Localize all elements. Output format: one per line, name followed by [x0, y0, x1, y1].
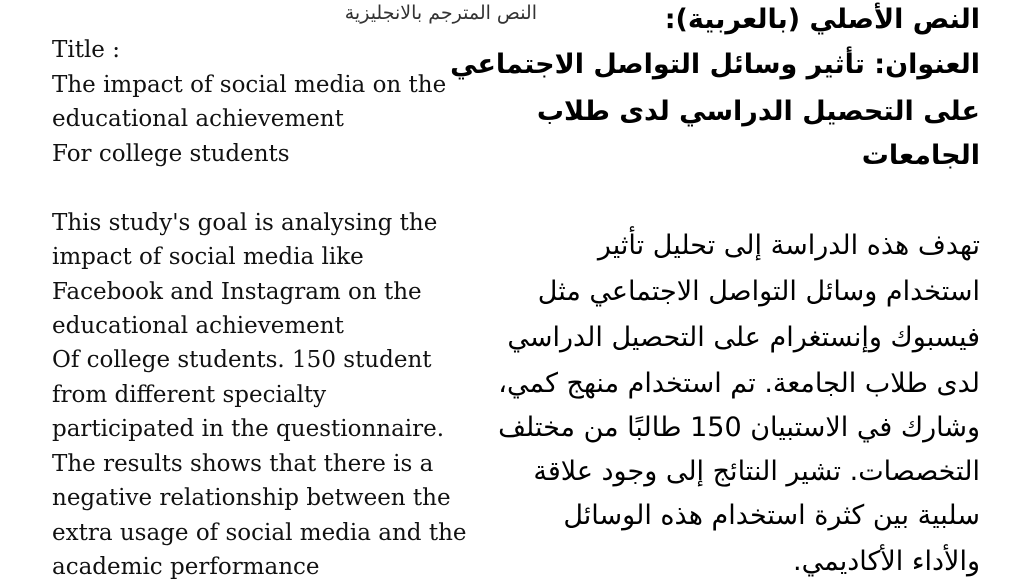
- arabic-title-line: العنوان: تأثير وسائل التواصل الاجتماعي: [450, 49, 980, 80]
- english-abstract-line: This study's goal is analysing the: [52, 210, 438, 236]
- english-abstract-line: Facebook and Instagram on the: [52, 279, 422, 305]
- arabic-abstract-line: لدى طلاب الجامعة. تم استخدام منهج كمي،: [498, 368, 980, 399]
- english-title-line: educational achievement: [52, 106, 344, 132]
- arabic-abstract-line: استخدام وسائل التواصل الاجتماعي مثل: [537, 276, 980, 307]
- translated-text-heading: النص المترجم بالانجليزية: [344, 2, 537, 24]
- english-abstract-line: extra usage of social media and the: [52, 520, 467, 546]
- english-abstract-line: The results shows that there is a: [52, 451, 434, 477]
- english-abstract-line: from different specialty: [52, 382, 327, 408]
- english-abstract-line: negative relationship between the: [52, 485, 451, 511]
- arabic-abstract-line: فيسبوك وإنستغرام على التحصيل الدراسي: [507, 322, 980, 353]
- english-title-line: Title :: [52, 37, 120, 63]
- arabic-abstract-line: سلبية بين كثرة استخدام هذه الوسائل: [563, 500, 980, 531]
- english-abstract-line: educational achievement: [52, 313, 344, 339]
- arabic-title-line: الجامعات: [861, 140, 980, 171]
- english-title-line: The impact of social media on the: [52, 72, 447, 98]
- arabic-abstract-line: التخصصات. تشير النتائج إلى وجود علاقة: [533, 456, 980, 487]
- arabic-abstract-line: تهدف هذه الدراسة إلى تحليل تأثير: [597, 230, 980, 261]
- english-abstract-line: participated in the questionnaire.: [52, 416, 445, 442]
- arabic-abstract-line: وشارك في الاستبيان 150 طالبًا من مختلف: [498, 412, 980, 443]
- arabic-abstract-line: والأداء الأكاديمي.: [793, 546, 980, 577]
- english-abstract-line: impact of social media like: [52, 244, 364, 270]
- original-text-heading: النص الأصلي (بالعربية):: [664, 4, 980, 35]
- arabic-title-line: على التحصيل الدراسي لدى طلاب: [536, 96, 980, 127]
- english-abstract-line: academic performance: [52, 554, 320, 580]
- english-abstract-line: Of college students. 150 student: [52, 347, 432, 373]
- english-title-line: For college students: [52, 141, 290, 167]
